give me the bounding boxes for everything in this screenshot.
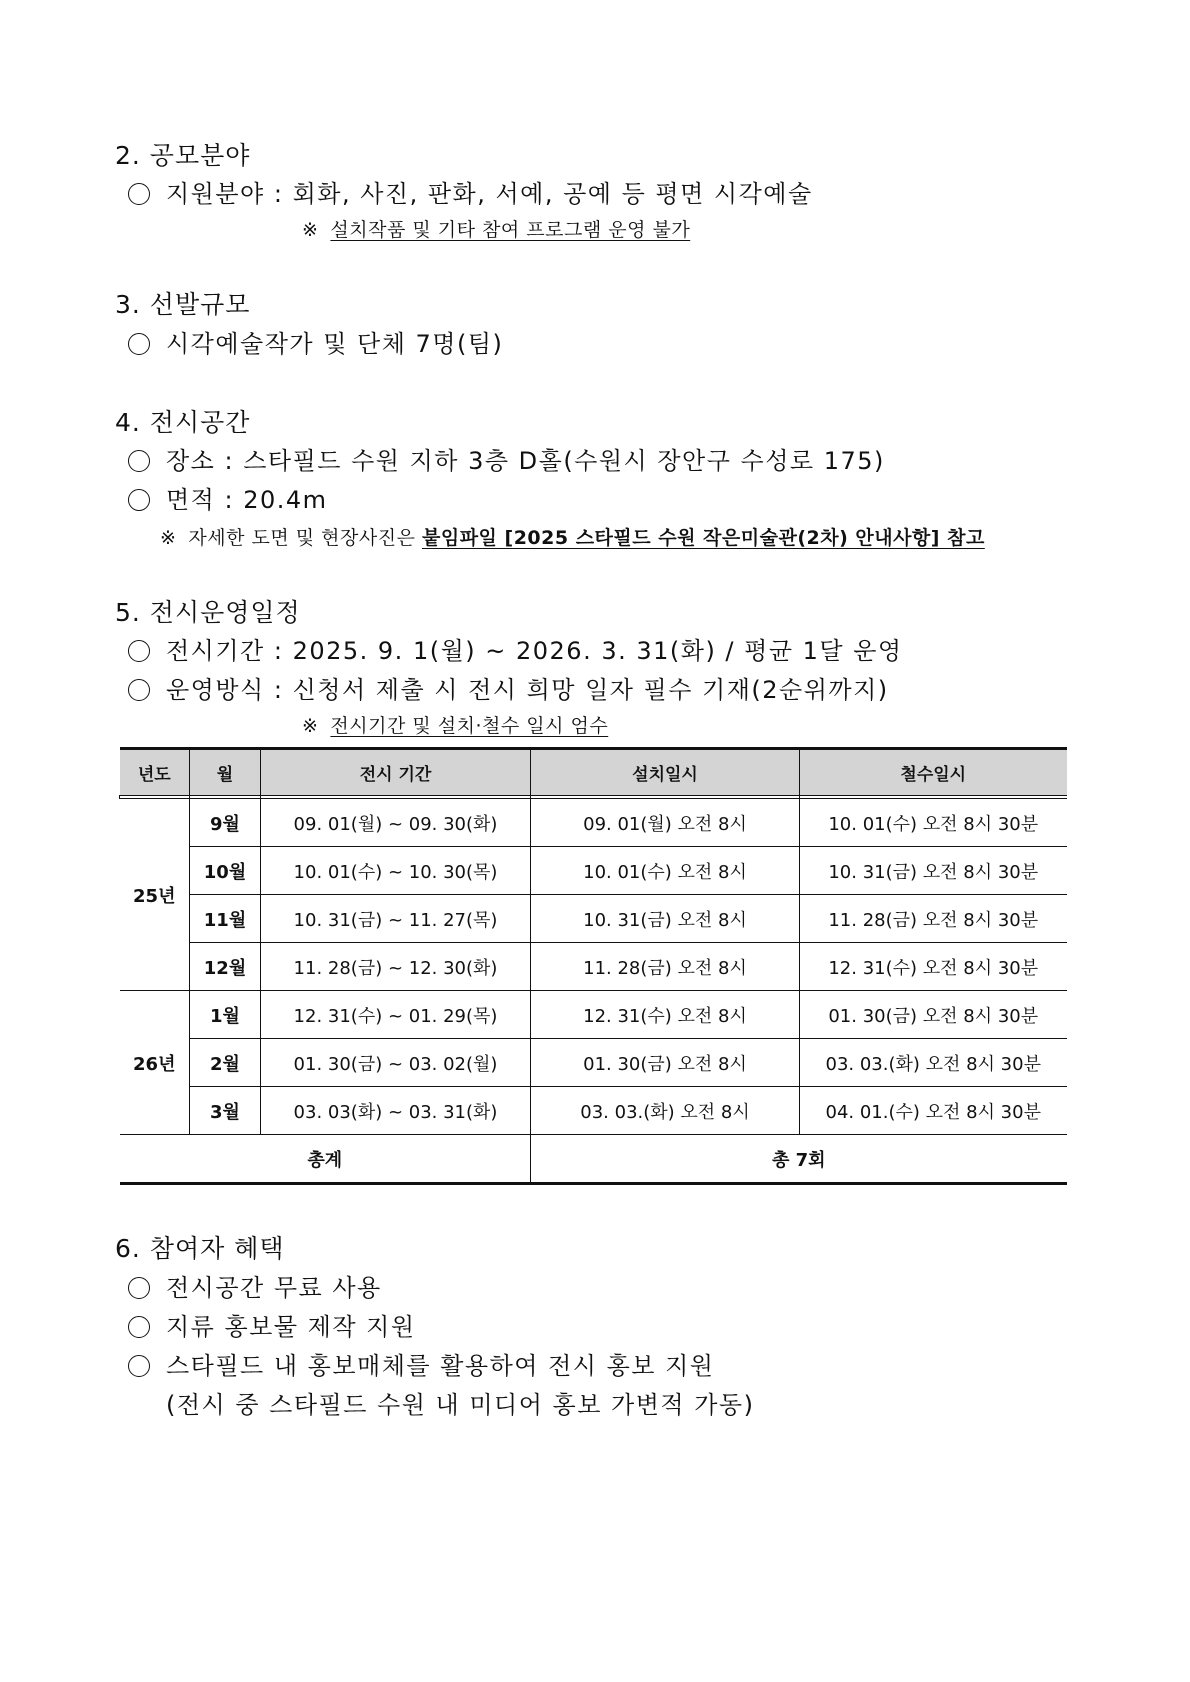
table-row: [120, 991, 1067, 1039]
table-row: [120, 847, 1067, 895]
section-5-item-2: [128, 670, 889, 705]
header-install: 설치일시: [531, 749, 800, 796]
item-text: 지류 홍보물 제작 지원: [166, 1313, 416, 1341]
item-text: 장소 : 스타필드 수원 지하 3층 D홀(수원시 장안구 수성로 175): [166, 447, 885, 475]
month-cell: 3월: [190, 1087, 261, 1135]
item-text: 전시공간 무료 사용: [166, 1274, 382, 1302]
month-cell: 1월: [190, 991, 261, 1039]
header-period: 전시 기간: [261, 749, 531, 796]
section-3-item-1: [128, 324, 503, 359]
removal-cell: 12. 31(수) 오전 8시 30분: [800, 943, 1067, 991]
item-text: 운영방식 : 신청서 제출 시 전시 희망 일자 필수 기재(2순위까지): [166, 676, 889, 704]
install-cell: 03. 03.(화) 오전 8시: [531, 1087, 800, 1135]
circle-bullet-icon: [128, 1316, 150, 1338]
period-cell: 10. 01(수) ~ 10. 30(목): [261, 847, 531, 895]
circle-bullet-icon: [128, 489, 150, 511]
period-cell: 12. 31(수) ~ 01. 29(목): [261, 991, 531, 1039]
section-4-item-2: [128, 480, 328, 515]
section-3-title: 3. 선발규모: [115, 290, 251, 319]
section-6-item-3-continuation: (전시 중 스타필드 수원 내 미디어 홍보 가변적 가동): [166, 1391, 755, 1419]
install-cell: 09. 01(월) 오전 8시: [531, 799, 800, 847]
item-text: 시각예술작가 및 단체 7명(팀): [166, 330, 504, 358]
header-removal: 철수일시: [800, 749, 1067, 796]
period-cell: 03. 03(화) ~ 03. 31(화): [261, 1087, 531, 1135]
reference-mark: ※: [302, 219, 319, 241]
removal-cell: 01. 30(금) 오전 8시 30분: [800, 991, 1067, 1039]
circle-bullet-icon: [128, 450, 150, 472]
table-row: [120, 799, 1067, 847]
install-cell: 10. 01(수) 오전 8시: [531, 847, 800, 895]
table-row: [120, 943, 1067, 991]
attachment-reference: 붙임파일 [2025 스타필드 수원 작은미술관(2차) 안내사항] 참고: [421, 527, 985, 549]
period-cell: 01. 30(금) ~ 03. 02(월): [261, 1039, 531, 1087]
table-row: [120, 1039, 1067, 1087]
section-6-item-3: [128, 1346, 714, 1381]
reference-mark: ※: [160, 527, 177, 549]
section-4-note: [160, 523, 985, 550]
item-text: 면적 : 20.4m: [166, 486, 328, 514]
install-cell: 01. 30(금) 오전 8시: [531, 1039, 800, 1087]
circle-bullet-icon: [128, 1277, 150, 1299]
section-6-item-2: [128, 1307, 416, 1342]
section-6-item-1: [128, 1268, 382, 1303]
section-5-item-1: [128, 631, 903, 666]
item-text: 전시기간 : 2025. 9. 1(월) ~ 2026. 3. 31(화) / 평균 1달 운영: [166, 637, 903, 665]
note-text: 설치작품 및 기타 참여 프로그램 운영 불가: [330, 219, 691, 241]
circle-bullet-icon: [128, 1355, 150, 1377]
year-cell: 25년: [120, 799, 190, 991]
schedule-table: [119, 747, 1067, 1185]
section-2-title: 2. 공모분야: [115, 141, 251, 170]
total-label: 총계: [120, 1135, 531, 1184]
removal-cell: 03. 03.(화) 오전 8시 30분: [800, 1039, 1067, 1087]
header-month: 월: [190, 749, 261, 796]
circle-bullet-icon: [128, 679, 150, 701]
circle-bullet-icon: [128, 333, 150, 355]
month-cell: 9월: [190, 799, 261, 847]
circle-bullet-icon: [128, 640, 150, 662]
removal-cell: 10. 01(수) 오전 8시 30분: [800, 799, 1067, 847]
item-text: 스타필드 내 홍보매체를 활용하여 전시 홍보 지원: [166, 1352, 715, 1380]
section-6-title: 6. 참여자 혜택: [115, 1234, 285, 1263]
section-5-note: [302, 711, 608, 738]
note-text: 자세한 도면 및 현장사진은: [188, 527, 416, 549]
table-row: [120, 895, 1067, 943]
install-cell: 10. 31(금) 오전 8시: [531, 895, 800, 943]
note-text: 전시기간 및 설치·철수 일시 엄수: [330, 715, 609, 737]
reference-mark: ※: [302, 715, 319, 737]
period-cell: 09. 01(월) ~ 09. 30(화): [261, 799, 531, 847]
removal-cell: 04. 01.(수) 오전 8시 30분: [800, 1087, 1067, 1135]
item-text: 지원분야 : 회화, 사진, 판화, 서예, 공예 등 평면 시각예술: [166, 180, 813, 208]
month-cell: 11월: [190, 895, 261, 943]
header-year: 년도: [120, 749, 190, 796]
section-5-title: 5. 전시운영일정: [115, 598, 301, 627]
total-value: 총 7회: [531, 1135, 1067, 1184]
table-total-row: [120, 1135, 1067, 1184]
year-cell: 26년: [120, 991, 190, 1135]
section-2-item-1: [128, 174, 813, 209]
section-4-item-1: [128, 441, 885, 476]
circle-bullet-icon: [128, 183, 150, 205]
table-row: [120, 1087, 1067, 1135]
period-cell: 10. 31(금) ~ 11. 27(목): [261, 895, 531, 943]
removal-cell: 11. 28(금) 오전 8시 30분: [800, 895, 1067, 943]
section-2-note: [302, 215, 690, 242]
install-cell: 11. 28(금) 오전 8시: [531, 943, 800, 991]
month-cell: 2월: [190, 1039, 261, 1087]
section-4-title: 4. 전시공간: [115, 408, 251, 437]
period-cell: 11. 28(금) ~ 12. 30(화): [261, 943, 531, 991]
month-cell: 10월: [190, 847, 261, 895]
month-cell: 12월: [190, 943, 261, 991]
removal-cell: 10. 31(금) 오전 8시 30분: [800, 847, 1067, 895]
table-header-row: [120, 749, 1067, 796]
install-cell: 12. 31(수) 오전 8시: [531, 991, 800, 1039]
